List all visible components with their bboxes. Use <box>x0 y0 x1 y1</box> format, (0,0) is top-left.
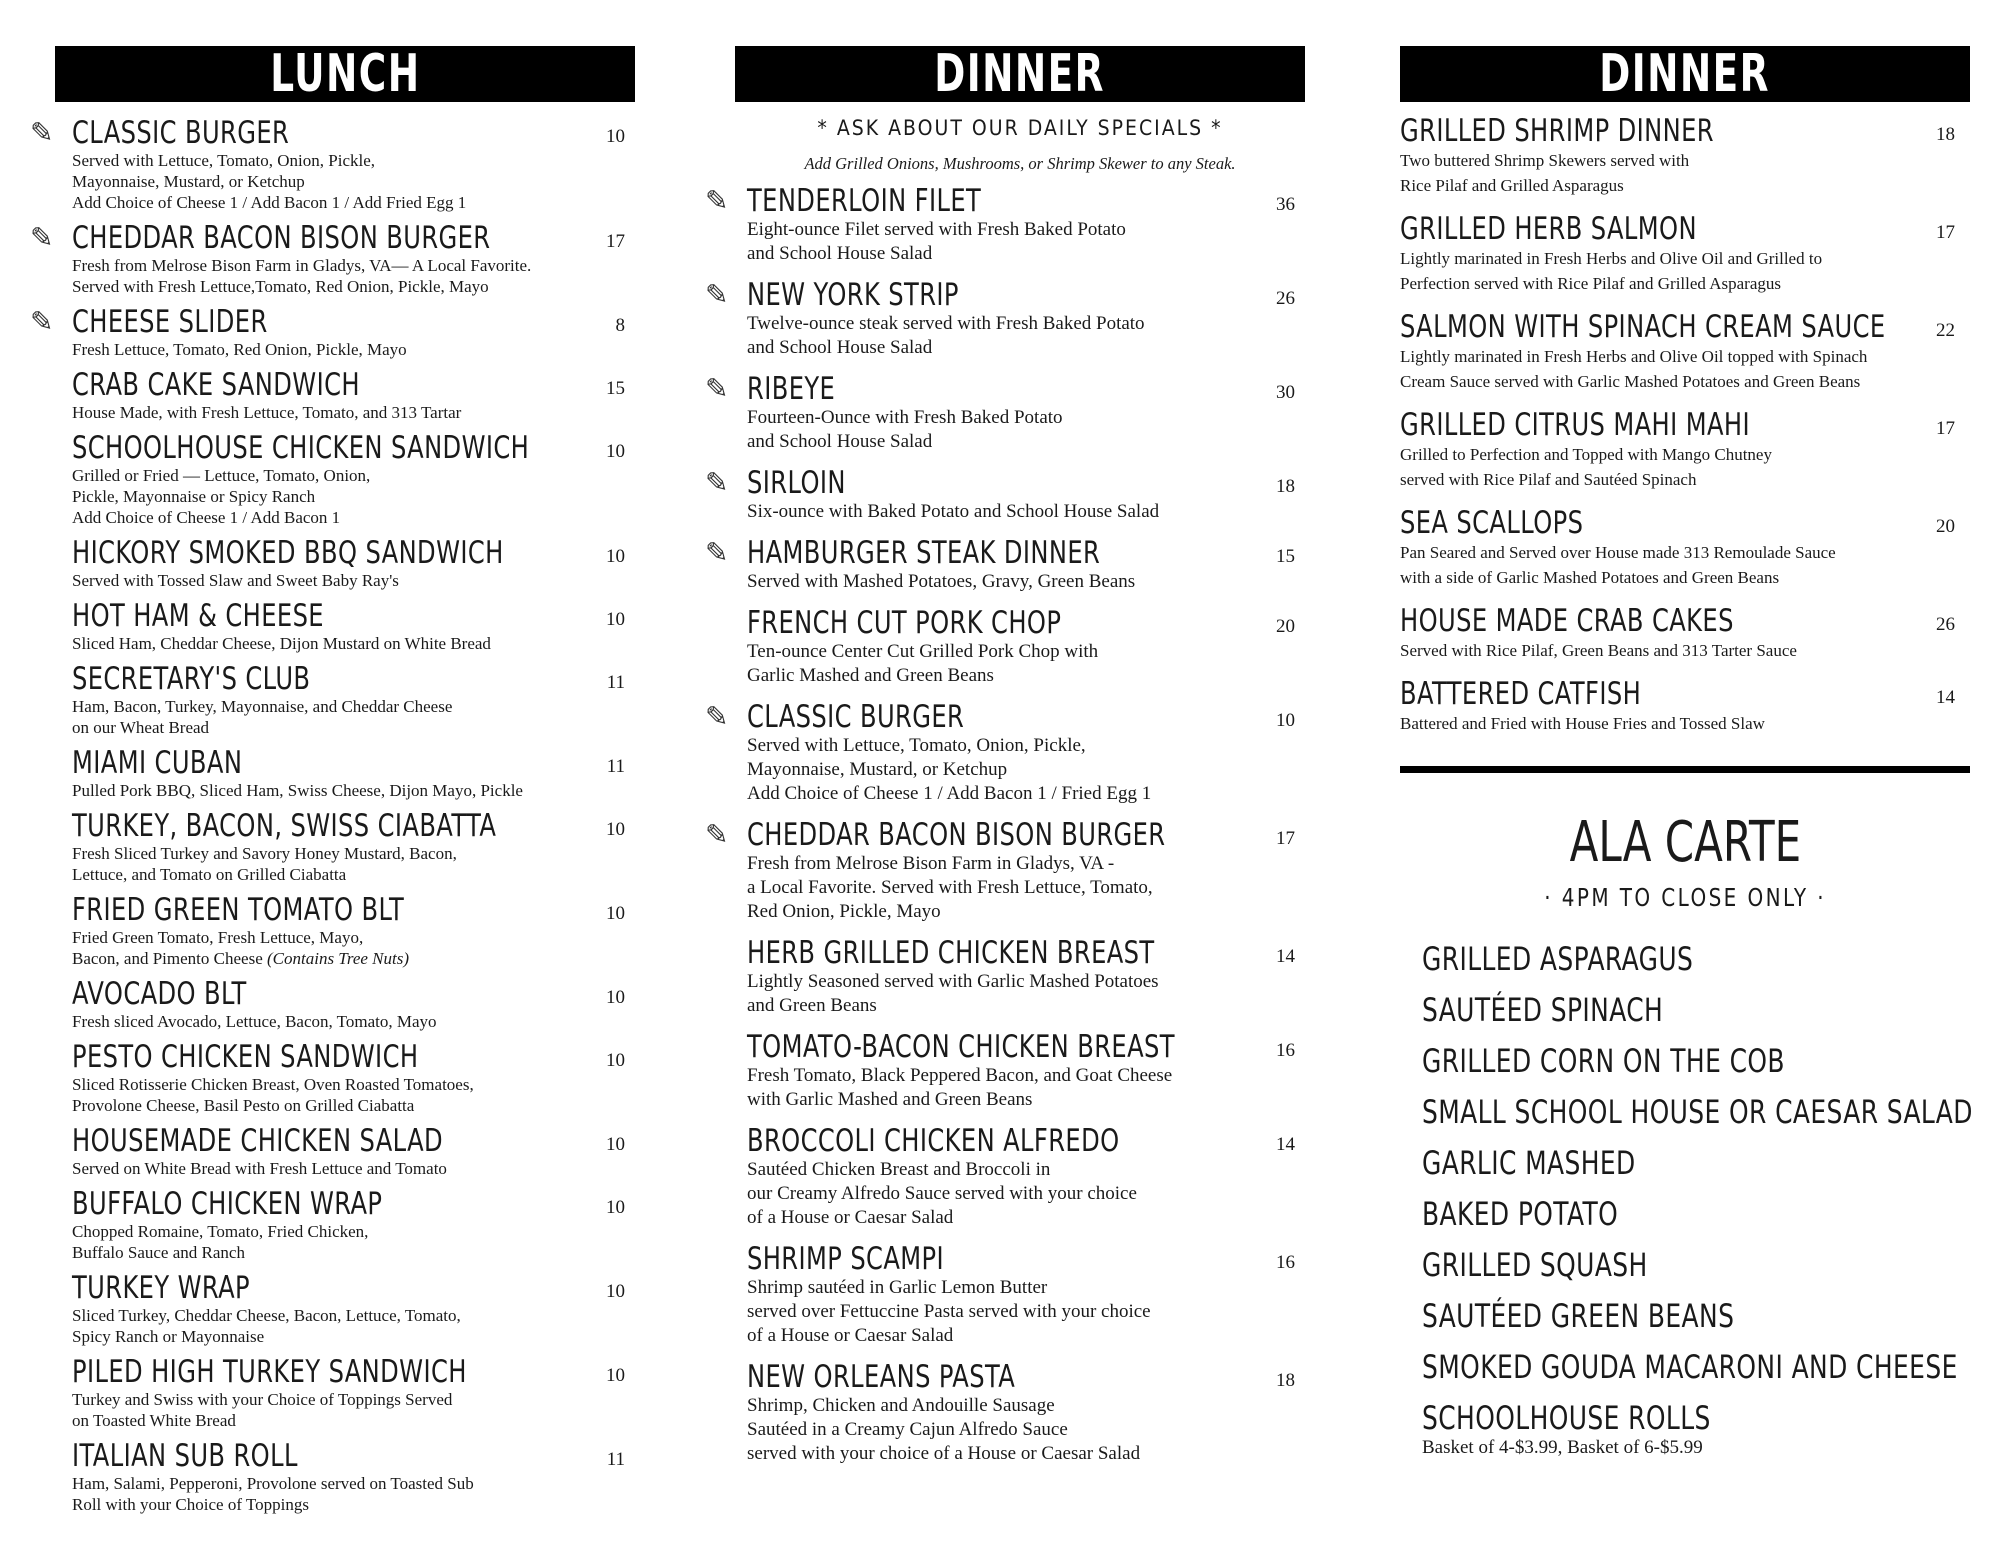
menu-item-description <box>72 465 635 528</box>
menu-item-description <box>747 1064 1305 1112</box>
menu-item-description <box>747 1394 1305 1466</box>
menu-item-name: GRILLED HERB SALMON <box>1400 211 1697 247</box>
menu-item-description-text: Fresh sliced Avocado, Lettuce, Bacon, Tomato, Mayo <box>72 1012 437 1031</box>
menu-item-name: BROCCOLI CHICKEN ALFREDO <box>747 1123 1120 1159</box>
menu-item-description-text: Turkey and Swiss with your Choice of Toppings Served on Toasted White Bread <box>72 1390 453 1430</box>
menu-item-description <box>1400 711 1970 736</box>
menu-item-description <box>72 150 635 213</box>
pencil-icon: ✎ <box>705 466 729 499</box>
menu-item-name: FRIED GREEN TOMATO BLT <box>72 892 405 928</box>
menu-item-price: 11 <box>606 756 625 777</box>
menu-item-name: HICKORY SMOKED BBQ SANDWICH <box>72 535 504 571</box>
menu-item <box>30 1271 635 1347</box>
pencil-icon: ✎ <box>705 278 729 311</box>
dinner-title-right: DINNER <box>1599 44 1771 104</box>
menu-item-name: BUFFALO CHICKEN WRAP <box>72 1186 383 1222</box>
lunch-items <box>30 116 635 1515</box>
pencil-icon: ✎ <box>705 818 729 851</box>
menu-item-description <box>72 339 635 360</box>
menu-item-price: 20 <box>1936 516 1955 537</box>
menu-item <box>1400 408 1970 492</box>
menu-item-name: SHRIMP SCAMPI <box>747 1241 945 1277</box>
menu-item <box>705 606 1305 688</box>
ala-carte-item <box>1422 942 1970 976</box>
dinner-title-left: DINNER <box>934 44 1106 104</box>
menu-item-description <box>72 1011 635 1032</box>
menu-item-price: 10 <box>606 987 625 1008</box>
menu-item-description <box>72 1221 635 1263</box>
menu-item-description-text: Fresh from Melrose Bison Farm in Gladys, VA - a Local Favorite. Served with Fresh Lettuce, Tomato, Red Onion, Pickle, Mayo <box>747 853 1153 922</box>
menu-item <box>30 305 635 360</box>
menu-item-description <box>747 734 1305 806</box>
menu-item-name: BATTERED CATFISH <box>1400 676 1642 712</box>
menu-item-price: 10 <box>606 609 625 630</box>
menu-item-description-text: Eight-ounce Filet served with Fresh Baked Potato and School House Salad <box>747 219 1126 264</box>
menu-item-description-text: Two buttered Shrimp Skewers served with Rice Pilaf and Grilled Asparagus <box>1400 151 1690 195</box>
menu-item <box>705 936 1305 1018</box>
menu-item <box>30 431 635 528</box>
menu-item-price: 36 <box>1276 194 1295 215</box>
menu-item-name: GRILLED SHRIMP DINNER <box>1400 113 1714 149</box>
menu-item-name: CHEESE SLIDER <box>72 304 268 340</box>
menu-item-description <box>747 570 1305 594</box>
menu-item-price: 17 <box>1936 222 1955 243</box>
menu-item-name: SIRLOIN <box>747 465 846 501</box>
menu-item-price: 14 <box>1276 946 1295 967</box>
menu-item-name: PESTO CHICKEN SANDWICH <box>72 1039 419 1075</box>
ala-carte-item-name: SAUTÉED GREEN BEANS <box>1422 1297 1735 1335</box>
menu-item-description <box>1400 638 1970 663</box>
menu-item-name: HOUSEMADE CHICKEN SALAD <box>72 1123 444 1159</box>
menu-item-description-text: Served with Lettuce, Tomato, Onion, Pickle, Mayonnaise, Mustard, or Ketchup Add Choice of Cheese 1 / Add Bacon 1 / Add Fried Egg 1 <box>72 151 467 212</box>
menu-item-description <box>747 312 1305 360</box>
ala-carte-item <box>1422 1044 1970 1078</box>
ala-carte-item-name: GRILLED SQUASH <box>1422 1246 1648 1284</box>
menu-item <box>1400 604 1970 663</box>
menu-item <box>1400 212 1970 296</box>
menu-item-description <box>72 1389 635 1431</box>
menu-item-description-text: Sliced Turkey, Cheddar Cheese, Bacon, Lettuce, Tomato, Spicy Ranch or Mayonnaise <box>72 1306 461 1346</box>
ala-carte-subtitle: · 4PM TO CLOSE ONLY · <box>1544 883 1826 912</box>
menu-item <box>30 536 635 591</box>
menu-item <box>1400 506 1970 590</box>
menu-item-description <box>1400 540 1970 590</box>
ala-carte-item-name: GRILLED ASPARAGUS <box>1422 940 1694 978</box>
menu-item-name: RIBEYE <box>747 371 836 407</box>
menu-item-name: SCHOOLHOUSE CHICKEN SANDWICH <box>72 430 530 466</box>
menu-item <box>30 221 635 297</box>
menu-item <box>1400 114 1970 198</box>
menu-item <box>30 746 635 801</box>
menu-item <box>1400 677 1970 736</box>
pencil-icon: ✎ <box>705 536 729 569</box>
menu-item-description <box>72 843 635 885</box>
menu-item-description <box>1400 442 1970 492</box>
menu-item-description-text: Fresh from Melrose Bison Farm in Gladys, VA— A Local Favorite. Served with Fresh Lettuce,Tomato, Red Onion, Pickle, Mayo <box>72 256 532 296</box>
ala-carte-list <box>1422 940 1973 1459</box>
menu-item-price: 18 <box>1276 476 1295 497</box>
ala-carte-item-name: GARLIC MASHED <box>1422 1144 1636 1182</box>
menu-item-description <box>1400 344 1970 394</box>
menu-item-name: MIAMI CUBAN <box>72 745 243 781</box>
dinner-banner-left <box>735 46 1305 102</box>
menu-item-price: 18 <box>1936 124 1955 145</box>
menu-item-description-text: Pulled Pork BBQ, Sliced Ham, Swiss Cheese, Dijon Mayo, Pickle <box>72 781 523 800</box>
menu-item-price: 15 <box>1276 546 1295 567</box>
menu-item-name: SEA SCALLOPS <box>1400 505 1584 541</box>
ala-carte-item-name: BAKED POTATO <box>1422 1195 1619 1233</box>
pencil-icon: ✎ <box>705 700 729 733</box>
menu-item <box>705 1030 1305 1112</box>
menu-item-description <box>72 696 635 738</box>
ala-carte-item <box>1422 1350 1970 1384</box>
ala-carte-item-name: GRILLED CORN ON THE COB <box>1422 1042 1785 1080</box>
menu-item-price: 11 <box>606 1449 625 1470</box>
menu-item-description-text: Served with Mashed Potatoes, Gravy, Green Beans <box>747 571 1136 592</box>
dinner-items-left <box>705 184 1305 1466</box>
menu-item <box>30 809 635 885</box>
pencil-icon: ✎ <box>30 221 54 254</box>
menu-item-description-text: Sliced Ham, Cheddar Cheese, Dijon Mustard on White Bread <box>72 634 491 653</box>
ala-carte-item-description: Basket of 4-$3.99, Basket of 6-$5.99 <box>1422 1437 1703 1458</box>
menu-item-description <box>72 1305 635 1347</box>
menu-item-name: NEW YORK STRIP <box>747 277 959 313</box>
menu-item-price: 15 <box>606 378 625 399</box>
menu-item-name: FRENCH CUT PORK CHOP <box>747 605 1062 641</box>
menu-item-description-text: Shrimp, Chicken and Andouille Sausage Sautéed in a Creamy Cajun Alfredo Sauce served with your choice of a House or Caesar Salad <box>747 1395 1141 1464</box>
menu-item-description-text: Fourteen-Ounce with Fresh Baked Potato and School House Salad <box>747 407 1063 452</box>
menu-item-name: HERB GRILLED CHICKEN BREAST <box>747 935 1155 971</box>
menu-item-description-text: Served with Lettuce, Tomato, Onion, Pickle, Mayonnaise, Mustard, or Ketchup Add Choice of Cheese 1 / Add Bacon 1 / Fried Egg 1 <box>747 735 1152 804</box>
menu-item-name: CHEDDAR BACON BISON BURGER <box>747 817 1166 853</box>
menu-item-name: AVOCADO BLT <box>72 976 247 1012</box>
menu-item <box>30 599 635 654</box>
dinner-items-right <box>1400 114 1970 736</box>
menu-item-description-text: Sliced Rotisserie Chicken Breast, Oven Roasted Tomatoes, Provolone Cheese, Basil Pesto on Grilled Ciabatta <box>72 1075 474 1115</box>
pencil-icon: ✎ <box>30 116 54 149</box>
menu-item-description <box>72 402 635 423</box>
menu-item-price: 17 <box>606 231 625 252</box>
menu-item-price: 16 <box>1276 1040 1295 1061</box>
menu-item-price: 10 <box>606 819 625 840</box>
allergen-note: (Contains Tree Nuts) <box>267 949 409 968</box>
menu-item-price: 10 <box>606 1365 625 1386</box>
menu-item-description-text: Grilled to Perfection and Topped with Mango Chutney served with Rice Pilaf and Sautéed Spinach <box>1400 445 1772 489</box>
dinner-column-right <box>1400 44 1973 1476</box>
ala-carte-item <box>1422 1401 1970 1459</box>
menu-item-price: 26 <box>1276 288 1295 309</box>
menu-item-price: 10 <box>606 903 625 924</box>
menu-item-description <box>747 970 1305 1018</box>
menu-item-description <box>747 406 1305 454</box>
ala-carte-title: ALA CARTE <box>1569 810 1801 875</box>
menu-item-description-text: Fried Green Tomato, Fresh Lettuce, Mayo, Bacon, and Pimento Cheese <box>72 928 364 968</box>
menu-item-description-text: Served with Rice Pilaf, Green Beans and 313 Tarter Sauce <box>1400 641 1797 660</box>
menu-item-description <box>747 500 1305 524</box>
menu-item-description-text: Served on White Bread with Fresh Lettuce and Tomato <box>72 1159 447 1178</box>
menu-item-description-text: Battered and Fried with House Fries and Tossed Slaw <box>1400 714 1765 733</box>
menu-item-name: SALMON WITH SPINACH CREAM SAUCE <box>1400 309 1886 345</box>
menu-item-price: 11 <box>606 672 625 693</box>
menu-item <box>30 893 635 969</box>
pencil-icon: ✎ <box>30 305 54 338</box>
lunch-banner <box>55 46 635 102</box>
menu-item-description-text: Chopped Romaine, Tomato, Fried Chicken, Buffalo Sauce and Ranch <box>72 1222 369 1262</box>
menu-item-price: 14 <box>1276 1134 1295 1155</box>
menu-item-description <box>72 570 635 591</box>
menu-item <box>30 1439 635 1515</box>
menu-item <box>30 1124 635 1179</box>
menu-item <box>705 184 1305 266</box>
ala-carte-item <box>1422 1093 1973 1131</box>
menu-item <box>705 1242 1305 1348</box>
menu-item <box>30 1187 635 1263</box>
menu-item-name: TOMATO-BACON CHICKEN BREAST <box>747 1029 1175 1065</box>
section-divider <box>1400 766 1970 773</box>
menu-item-description <box>1400 148 1970 198</box>
menu-item-price: 8 <box>615 315 625 336</box>
menu-item <box>30 977 635 1032</box>
menu-item-name: HOT HAM & CHEESE <box>72 598 324 634</box>
menu-item-description <box>747 1276 1305 1348</box>
menu-item <box>30 1355 635 1431</box>
menu-item-price: 10 <box>606 126 625 147</box>
menu-item-description-text: Six-ounce with Baked Potato and School House Salad <box>747 501 1160 522</box>
menu-item-description <box>1400 246 1970 296</box>
menu-item-price: 17 <box>1936 418 1955 439</box>
menu-item-description <box>72 927 635 969</box>
menu-item-description <box>747 852 1305 924</box>
ala-carte-item <box>1422 1248 1970 1282</box>
menu-item-description <box>747 640 1305 688</box>
dinner-column-left <box>705 46 1305 1478</box>
menu-item-price: 30 <box>1276 382 1295 403</box>
menu-item <box>705 278 1305 360</box>
menu-item-description-text: Sautéed Chicken Breast and Broccoli in our Creamy Alfredo Sauce served with your choice of a House or Caesar Salad <box>747 1159 1137 1228</box>
menu-item-price: 10 <box>606 441 625 462</box>
menu-item-description <box>747 1158 1305 1230</box>
menu-item-description <box>72 633 635 654</box>
menu-item-price: 10 <box>606 1050 625 1071</box>
daily-specials-note: * ASK ABOUT OUR DAILY SPECIALS * <box>817 116 1223 140</box>
menu-item-price: 18 <box>1276 1370 1295 1391</box>
ala-carte-item <box>1422 993 1970 1027</box>
menu-item-name: CRAB CAKE SANDWICH <box>72 367 360 403</box>
pencil-icon: ✎ <box>705 372 729 405</box>
menu-item <box>30 368 635 423</box>
lunch-title: LUNCH <box>269 44 421 104</box>
menu-item-name: GRILLED CITRUS MAHI MAHI <box>1400 407 1751 443</box>
menu-item-name: ITALIAN SUB ROLL <box>72 1438 298 1474</box>
menu-item <box>705 1124 1305 1230</box>
menu-item-description-text: Lightly marinated in Fresh Herbs and Olive Oil topped with Spinach Cream Sauce served with Garlic Mashed Potatoes and Green Beans <box>1400 347 1868 391</box>
menu-item-name: CLASSIC BURGER <box>747 699 965 735</box>
menu-item-description-text: House Made, with Fresh Lettuce, Tomato, and 313 Tartar <box>72 403 462 422</box>
ala-carte-item-name: SMALL SCHOOL HOUSE OR CAESAR SALAD <box>1422 1093 1973 1131</box>
menu-item-price: 10 <box>606 1134 625 1155</box>
menu-item-price: 10 <box>606 1281 625 1302</box>
menu-item <box>1400 310 1970 394</box>
menu-item-description-text: Served with Tossed Slaw and Sweet Baby Ray's <box>72 571 399 590</box>
dinner-banner-right <box>1400 46 1970 102</box>
menu-item-price: 20 <box>1276 616 1295 637</box>
menu-item <box>705 536 1305 594</box>
menu-item-price: 17 <box>1276 828 1295 849</box>
menu-item-description-text: Fresh Tomato, Black Peppered Bacon, and Goat Cheese with Garlic Mashed and Green Beans <box>747 1065 1173 1110</box>
menu-item-description <box>747 218 1305 266</box>
steak-addons-note: Add Grilled Onions, Mushrooms, or Shrimp Skewer to any Steak. <box>804 154 1236 173</box>
menu-item-description <box>72 1473 635 1515</box>
menu-item-description <box>72 1074 635 1116</box>
menu-item-name: TURKEY WRAP <box>72 1270 251 1306</box>
lunch-column <box>30 46 635 1523</box>
menu-item-description-text: Ten-ounce Center Cut Grilled Pork Chop with Garlic Mashed and Green Beans <box>747 641 1099 686</box>
menu-item-name: TURKEY, BACON, SWISS CIABATTA <box>72 808 497 844</box>
menu-item-name: CLASSIC BURGER <box>72 115 290 151</box>
menu-item-price: 22 <box>1936 320 1955 341</box>
ala-carte-item <box>1422 1146 1970 1180</box>
menu-item <box>30 1040 635 1116</box>
menu-item <box>705 372 1305 454</box>
ala-carte-item-name: SCHOOLHOUSE ROLLS <box>1422 1399 1711 1437</box>
menu-item-description-text: Ham, Salami, Pepperoni, Provolone served on Toasted Sub Roll with your Choice of Toppings <box>72 1474 474 1514</box>
menu-item-description-text: Lightly marinated in Fresh Herbs and Olive Oil and Grilled to Perfection served with Rice Pilaf and Grilled Asparagus <box>1400 249 1823 293</box>
ala-carte-item-name: SMOKED GOUDA MACARONI AND CHEESE <box>1422 1348 1958 1386</box>
menu-item-price: 26 <box>1936 614 1955 635</box>
menu-item-description-text: Twelve-ounce steak served with Fresh Baked Potato and School House Salad <box>747 313 1145 358</box>
menu-item-name: HAMBURGER STEAK DINNER <box>747 535 1101 571</box>
menu-item <box>705 818 1305 924</box>
menu-item-price: 10 <box>606 1197 625 1218</box>
menu-item-name: CHEDDAR BACON BISON BURGER <box>72 220 491 256</box>
menu-item-description-text: Fresh Sliced Turkey and Savory Honey Mustard, Bacon, Lettuce, and Tomato on Grilled Ciabatta <box>72 844 457 884</box>
menu-item-name: SECRETARY'S CLUB <box>72 661 311 697</box>
menu-item-description-text: Fresh Lettuce, Tomato, Red Onion, Pickle, Mayo <box>72 340 407 359</box>
ala-carte-item <box>1422 1299 1970 1333</box>
menu-item-description-text: Shrimp sautéed in Garlic Lemon Butter served over Fettuccine Pasta served with your choice of a House or Caesar Salad <box>747 1277 1151 1346</box>
menu-item-description-text: Lightly Seasoned served with Garlic Mashed Potatoes and Green Beans <box>747 971 1159 1016</box>
menu-item-name: PILED HIGH TURKEY SANDWICH <box>72 1354 467 1390</box>
menu-item-price: 10 <box>1276 710 1295 731</box>
menu-item-name: NEW ORLEANS PASTA <box>747 1359 1016 1395</box>
pencil-icon: ✎ <box>705 184 729 217</box>
menu-item-description <box>72 780 635 801</box>
ala-carte-item-name: SAUTÉED SPINACH <box>1422 991 1664 1029</box>
menu-item-name: HOUSE MADE CRAB CAKES <box>1400 603 1734 639</box>
menu-item-name: TENDERLOIN FILET <box>747 183 982 219</box>
menu-item-price: 10 <box>606 546 625 567</box>
menu-item <box>705 466 1305 524</box>
menu-item <box>30 116 635 213</box>
menu-item-description-text: Ham, Bacon, Turkey, Mayonnaise, and Cheddar Cheese on our Wheat Bread <box>72 697 453 737</box>
menu-item-description-text: Pan Seared and Served over House made 313 Remoulade Sauce with a side of Garlic Mashed Potatoes and Green Beans <box>1400 543 1836 587</box>
menu-item-description <box>72 1158 635 1179</box>
menu-item-price: 14 <box>1936 687 1955 708</box>
menu-item <box>30 662 635 738</box>
menu-item-price: 16 <box>1276 1252 1295 1273</box>
menu-item <box>705 700 1305 806</box>
ala-carte-item <box>1422 1197 1970 1231</box>
menu-item-description <box>72 255 635 297</box>
menu-item-description-text: Grilled or Fried — Lettuce, Tomato, Onion, Pickle, Mayonnaise or Spicy Ranch Add Choice of Cheese 1 / Add Bacon 1 <box>72 466 371 527</box>
menu-item <box>705 1360 1305 1466</box>
